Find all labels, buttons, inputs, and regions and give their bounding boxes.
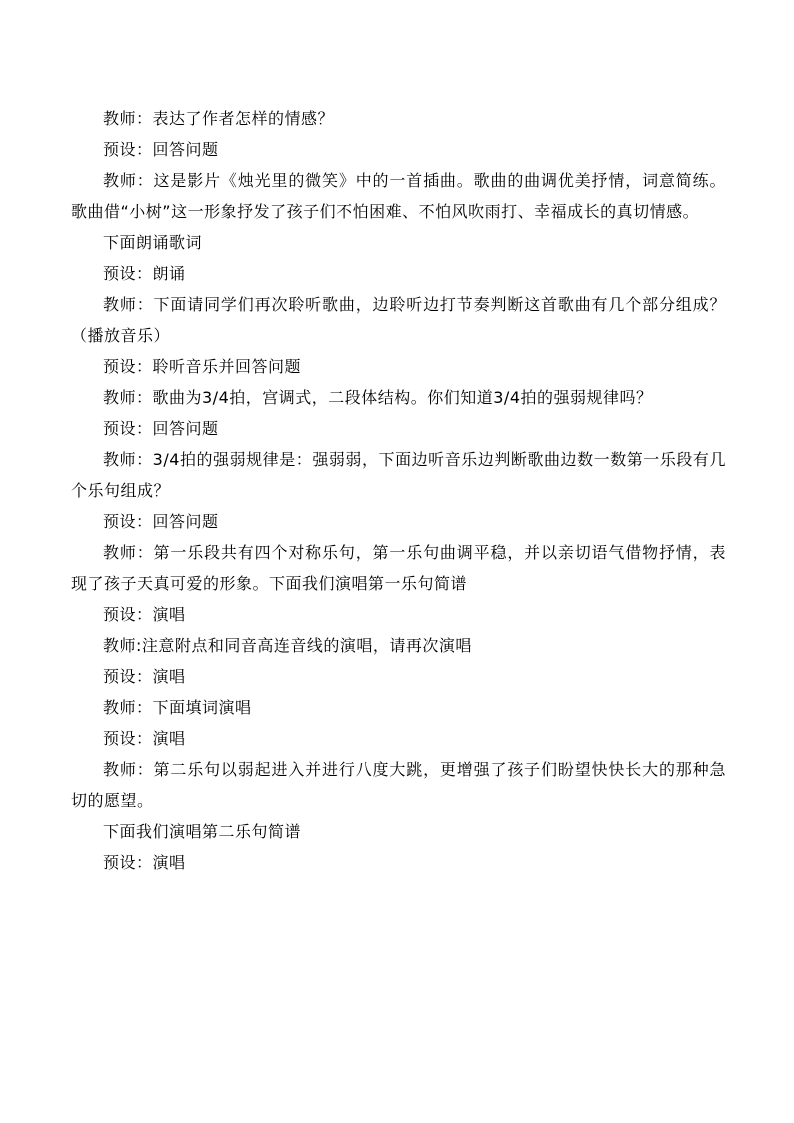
paragraph-preset-answer: 预设：回答问题 xyxy=(103,140,219,159)
paragraph-teacher-song-intro: 教师：这是影片《烛光里的微笑》中的一首插曲。歌曲的曲调优美抒情，词意简练。歌曲借“小树”这一形象抒发了孩子们不怕困难、不怕风吹雨打、幸福成长的真切情感。 xyxy=(71,171,726,221)
paragraph-teacher-meter: 教师：歌曲为3/4拍，宫调式，二段体结构。你们知道3/4拍的强弱规律吗？ xyxy=(103,388,653,407)
paragraph-teacher-first-section: 教师：第一乐段共有四个对称乐句，第一乐句曲调平稳，并以亲切语气借物抒情，表现了孩子天真可爱的形象。下面我们演唱第一乐句简谱 xyxy=(71,543,726,593)
paragraph-preset-listen: 预设：聆听音乐并回答问题 xyxy=(103,357,302,376)
paragraph-teacher-meter-rule: 教师：3/4拍的强弱规律是：强弱弱，下面边听音乐边判断歌曲边数一数第一乐段有几个乐句组成？ xyxy=(71,450,726,500)
paragraph-teacher-listen-again: 教师：下面请同学们再次聆听歌曲，边聆听边打节奏判断这首歌曲有几个部分组成？（播放音乐） xyxy=(71,295,726,345)
paragraph-preset-recite: 预设：朗诵 xyxy=(103,264,186,283)
paragraph-preset-sing-4: 预设：演唱 xyxy=(103,853,186,872)
paragraph-teacher-dotted-notes: 教师:注意附点和同音高连音线的演唱，请再次演唱 xyxy=(103,636,472,655)
paragraph-teacher-question-emotion: 教师：表达了作者怎样的情感？ xyxy=(103,109,335,128)
paragraph-preset-sing-3: 预设：演唱 xyxy=(103,729,186,748)
paragraph-preset-answer-2: 预设：回答问题 xyxy=(103,419,219,438)
document-page xyxy=(71,103,726,878)
paragraph-teacher-sing-lyrics: 教师：下面填词演唱 xyxy=(103,698,252,717)
paragraph-teacher-second-phrase: 教师：第二乐句以弱起进入并进行八度大跳，更增强了孩子们盼望快快长大的那种急切的愿望。 xyxy=(71,760,726,810)
paragraph-preset-sing: 预设：演唱 xyxy=(103,605,186,624)
paragraph-preset-sing-2: 预设：演唱 xyxy=(103,667,186,686)
paragraph-sing-second-phrase: 下面我们演唱第二乐句简谱 xyxy=(103,822,302,841)
paragraph-preset-answer-3: 预设：回答问题 xyxy=(103,512,219,531)
paragraph-recite-lyrics: 下面朗诵歌词 xyxy=(103,233,203,252)
